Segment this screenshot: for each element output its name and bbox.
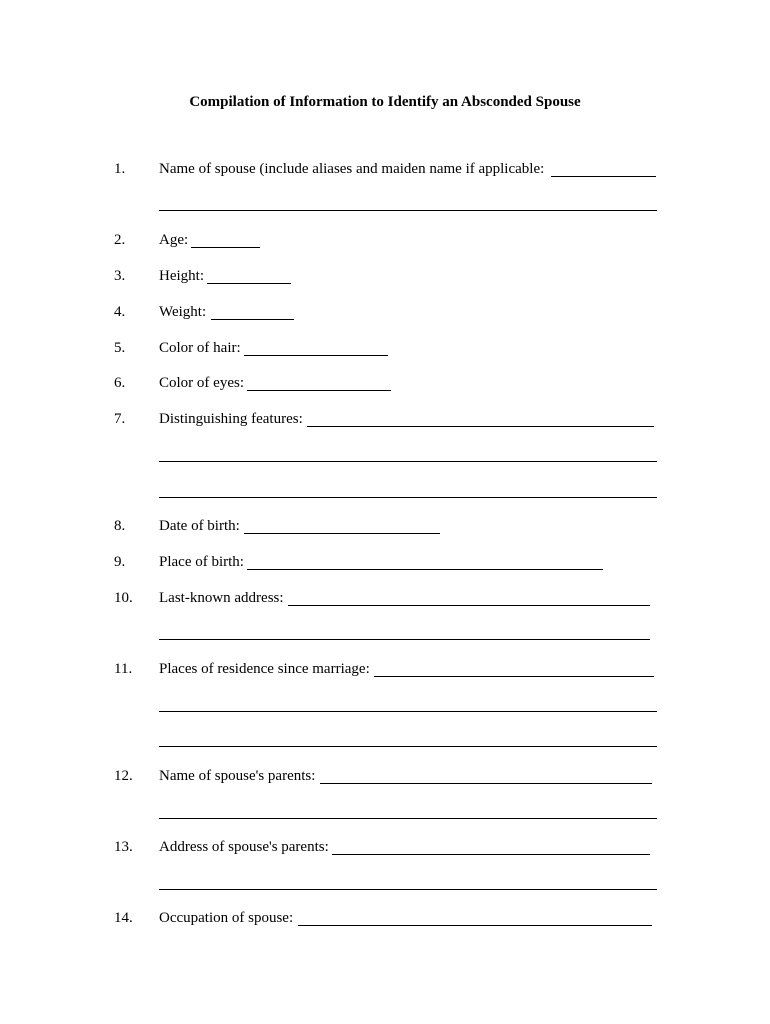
item-label-residences-since-marriage: Places of residence since marriage: — [159, 661, 370, 677]
item-label-last-known-address: Last-known address: — [159, 590, 284, 606]
weight-field[interactable] — [211, 319, 294, 320]
item-number: 12. — [114, 768, 133, 784]
item-label-spouse-parents-address: Address of spouse's parents: — [159, 839, 329, 855]
spouse-occupation-field[interactable] — [298, 925, 652, 926]
item-label-height: Height: — [159, 268, 204, 284]
age-field[interactable] — [191, 247, 260, 248]
item-label-spouse-parents-name: Name of spouse's parents: — [159, 768, 316, 784]
spouse-name-field-line-2[interactable] — [159, 210, 657, 211]
item-number: 13. — [114, 839, 133, 855]
item-number: 3. — [114, 268, 126, 284]
spouse-parents-name-field[interactable] — [320, 783, 652, 784]
item-number: 11. — [114, 661, 133, 677]
distinguishing-features-field-line-2[interactable] — [159, 461, 657, 462]
item-label-spouse-name: Name of spouse (include aliases and maiden name if applicable: — [159, 161, 545, 177]
item-label-distinguishing-features: Distinguishing features: — [159, 411, 303, 427]
item-number: 1. — [114, 161, 126, 177]
distinguishing-features-field[interactable] — [307, 426, 654, 427]
spouse-parents-address-field-line-2[interactable] — [159, 889, 657, 890]
item-number: 4. — [114, 304, 126, 320]
item-number: 5. — [114, 340, 126, 356]
residences-since-marriage-field[interactable] — [374, 676, 654, 677]
residences-since-marriage-field-line-3[interactable] — [159, 746, 657, 747]
height-field[interactable] — [207, 283, 291, 284]
last-known-address-field-line-2[interactable] — [159, 639, 650, 640]
item-label-spouse-occupation: Occupation of spouse: — [159, 910, 294, 926]
spouse-parents-name-field-line-2[interactable] — [159, 818, 657, 819]
spouse-parents-address-field[interactable] — [332, 854, 650, 855]
item-number: 9. — [114, 554, 126, 570]
page-title: Compilation of Information to Identify an Absconded Spouse — [189, 94, 581, 110]
residences-since-marriage-field-line-2[interactable] — [159, 711, 657, 712]
item-number: 14. — [114, 910, 133, 926]
item-number: 7. — [114, 411, 126, 427]
item-label-place-of-birth: Place of birth: — [159, 554, 244, 570]
item-label-age: Age: — [159, 232, 189, 248]
eye-color-field[interactable] — [247, 390, 391, 391]
last-known-address-field[interactable] — [288, 605, 650, 606]
item-label-eye-color: Color of eyes: — [159, 375, 244, 391]
item-label-date-of-birth: Date of birth: — [159, 518, 240, 534]
item-label-hair-color: Color of hair: — [159, 340, 241, 356]
item-number: 8. — [114, 518, 126, 534]
item-number: 2. — [114, 232, 126, 248]
hair-color-field[interactable] — [244, 355, 388, 356]
item-number: 6. — [114, 375, 126, 391]
distinguishing-features-field-line-3[interactable] — [159, 497, 657, 498]
spouse-name-field[interactable] — [551, 176, 656, 177]
item-number: 10. — [114, 590, 133, 606]
item-label-weight: Weight: — [159, 304, 207, 320]
date-of-birth-field[interactable] — [244, 533, 440, 534]
place-of-birth-field[interactable] — [247, 569, 603, 570]
